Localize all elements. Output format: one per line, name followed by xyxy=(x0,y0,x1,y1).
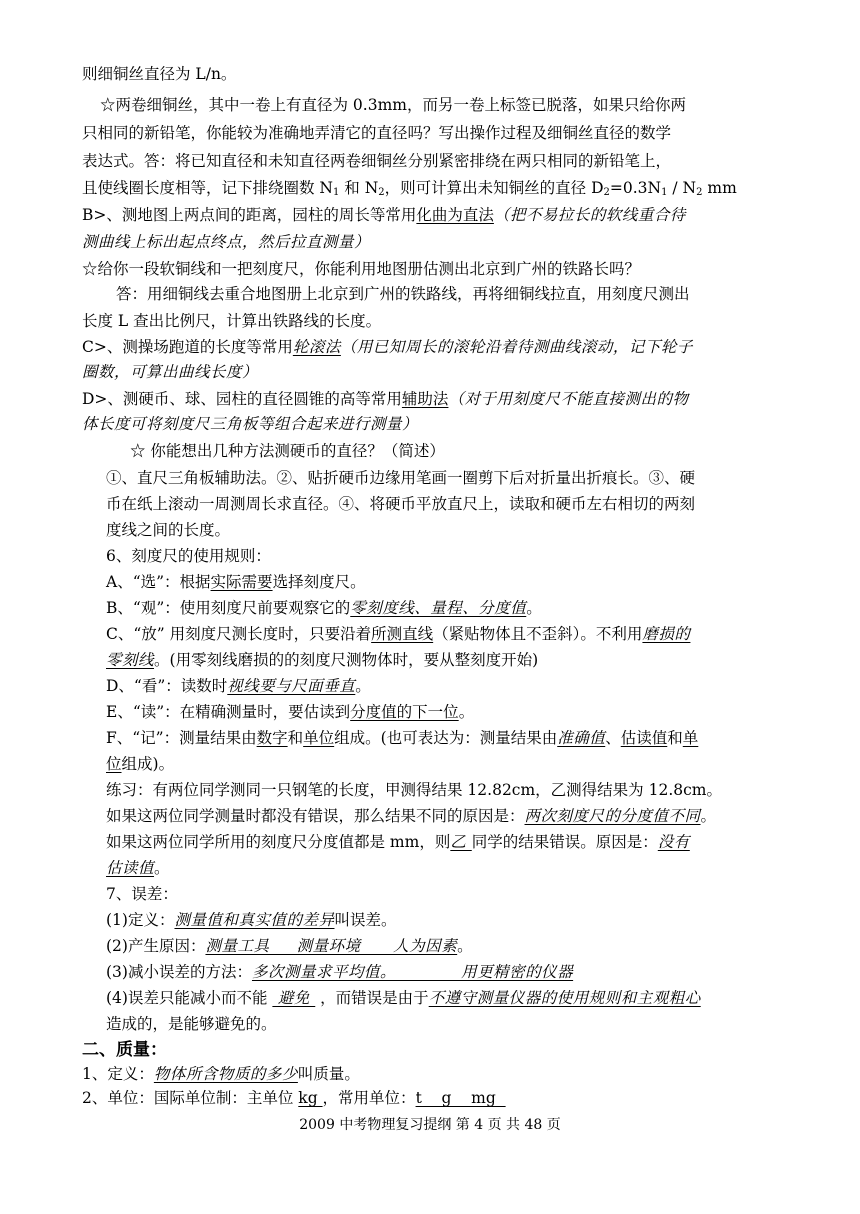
text: 如果这两位同学测量时都没有错误，那么结果不同的原因是： xyxy=(106,807,525,825)
underlined-answer: 估读值 xyxy=(106,859,155,877)
text-line xyxy=(82,151,671,172)
text: =0.3N xyxy=(609,179,662,197)
text: 选择刻度尺。 xyxy=(272,573,366,591)
underlined-term: 化曲为直法 xyxy=(416,206,494,224)
text: 和 xyxy=(287,729,304,747)
text-line xyxy=(106,468,695,489)
text: 叫质量。 xyxy=(297,1065,360,1083)
note: 体长度可将刻度尺三角板等组合起来进行测量） xyxy=(82,415,419,433)
section-title xyxy=(82,1040,167,1061)
text: 同学的结果错误。原因是： xyxy=(471,833,658,851)
subscript: 2 xyxy=(378,187,385,198)
text: ☆给你一段软铜线和一把刻度尺，你能利用地图册估测出北京到广州的铁路长吗？ xyxy=(82,260,641,278)
text: 1、定义： xyxy=(82,1065,154,1083)
text: (4)误差只能减小而不能 xyxy=(106,989,273,1007)
text: 叫误差。 xyxy=(334,911,397,929)
text: 度线之间的长度。 xyxy=(106,521,231,539)
text: 6、刻度尺的使用规则： xyxy=(106,547,271,565)
text: 且使线圈长度相等，记下排绕圈数 N xyxy=(82,179,333,197)
text: E、“读”：在精确测量时，要估读到 xyxy=(106,703,351,721)
text: 。 xyxy=(700,807,717,825)
text: ☆两卷细铜丝，其中一卷上有直径为 0.3mm，而另一卷上标签已脱落，如果只给你两 xyxy=(100,96,686,114)
text: 二、质量： xyxy=(82,1040,167,1060)
text: 只相同的新铅笔，你能较为准确地弄清它的直径吗？写出操作过程及细铜丝直径的数学 xyxy=(82,124,672,142)
text-line xyxy=(106,832,690,853)
text: 表达式。答：将已知直径和未知直径两卷细铜丝分别紧密排绕在两只相同的新铅笔上， xyxy=(82,152,672,170)
underlined-answer: t g mg xyxy=(415,1089,506,1107)
text: 。 xyxy=(526,599,542,617)
text: B、“观”：使用刻度尺前要观察它的 xyxy=(106,599,351,617)
text: 、 xyxy=(605,729,621,747)
underlined-term: 分度值的下一位 xyxy=(350,703,459,721)
text-line xyxy=(106,754,174,775)
underlined-term: 磨损的 xyxy=(642,625,691,643)
text: ，则可计算出未知铜丝的直径 D xyxy=(384,179,604,197)
text: ①、直尺三角板辅助法。②、贴折硬币边缘用笔画一圈剪下后对折量出折痕长。③、硬 xyxy=(106,469,696,487)
text: / N xyxy=(667,179,697,197)
underlined-term: 估读值 xyxy=(620,729,668,747)
text: B>、测地图上两点间的距离，园柱的周长等常用 xyxy=(82,206,417,224)
underlined-term: 轮滚法 xyxy=(292,338,341,356)
text: ，而错误是由于 xyxy=(315,989,429,1007)
underlined-answer: 两次刻度尺的分度值不同 xyxy=(524,807,701,825)
text: (2)产生原因： xyxy=(106,937,206,955)
underlined-term: 零刻线 xyxy=(106,651,155,669)
underlined-answer: 测量工具 测量环境 人为因素 xyxy=(205,937,458,955)
underlined-answer: kg xyxy=(298,1089,323,1107)
text: 造成的，是能够避免的。 xyxy=(106,1015,277,1033)
note-line xyxy=(82,362,258,383)
text-line xyxy=(106,624,690,645)
subscript: 2 xyxy=(603,187,610,198)
underlined-term: 单 xyxy=(682,729,699,747)
text-line xyxy=(106,572,366,593)
text: 组成)。 xyxy=(121,755,175,773)
text-line xyxy=(106,910,397,931)
text: 7、误差： xyxy=(106,885,178,903)
text: (1)定义： xyxy=(106,911,175,929)
note: （对于用刻度尺不能直接测出的物 xyxy=(448,390,689,408)
underlined-term: 所测直线 xyxy=(371,625,434,643)
text: 。 xyxy=(154,859,170,877)
text: 币在纸上滚动一周测周长求直径。④、将硬币平放直尺上，读取和硬币左右相切的两刻 xyxy=(106,495,696,513)
underlined-answer: 多次测量求平均值。 用更精密的仪器 xyxy=(251,963,574,981)
text: 如果这两位同学所用的刻度尺分度值都是 mm，则 xyxy=(106,833,451,851)
text: A、“选”：根据 xyxy=(106,573,211,591)
text: ，常用单位： xyxy=(322,1089,416,1107)
text-line xyxy=(82,123,671,144)
text-line xyxy=(82,64,236,85)
underlined-term: 视线要与尺面垂直 xyxy=(227,677,356,695)
text-line xyxy=(106,780,722,801)
note: 圈数，可算出曲线长度） xyxy=(82,363,259,381)
note: （把不易拉长的软线重合待 xyxy=(493,206,686,224)
text-line xyxy=(106,702,474,723)
text: 。 xyxy=(458,703,475,721)
subscript: 1 xyxy=(661,187,668,198)
underlined-term: 辅助法 xyxy=(401,390,449,408)
note-line xyxy=(82,414,418,435)
text-line xyxy=(106,936,473,957)
text-line xyxy=(100,95,686,116)
text-line xyxy=(82,259,640,280)
text: 2、单位：国际单位制：主单位 xyxy=(82,1089,299,1107)
text: D、“看”：读数时 xyxy=(106,677,228,695)
text-line xyxy=(82,1088,506,1109)
underlined-term: 单位 xyxy=(303,729,335,747)
subscript: 2 xyxy=(696,187,703,198)
text-line xyxy=(116,284,690,305)
formula-line xyxy=(82,178,737,203)
text: 则细铜丝直径为 L/n。 xyxy=(82,65,237,83)
note: 测曲线上标出起点终点，然后拉直测量） xyxy=(82,233,371,251)
underlined-term: 数字 xyxy=(256,729,288,747)
note: （用已知周长的滚轮沿着待测曲线滚动，记下轮子 xyxy=(340,338,693,356)
underlined-term: 位 xyxy=(106,755,122,773)
subscript: 1 xyxy=(333,187,340,198)
text: 。 xyxy=(355,677,371,695)
underlined-answer: 没有 xyxy=(657,833,690,851)
text-line xyxy=(106,728,698,749)
text-line xyxy=(106,650,538,671)
section-heading xyxy=(106,546,271,567)
text-line xyxy=(106,1014,277,1035)
underlined-answer: 乙 xyxy=(450,833,472,851)
underlined-answer: 不遵守测量仪器的使用规则和主观粗心 xyxy=(428,989,701,1007)
text: 和 xyxy=(667,729,683,747)
text-line xyxy=(82,337,693,358)
text: C、“放” 用刻度尺测长度时，只要沿着 xyxy=(106,625,372,643)
text-line xyxy=(82,389,688,410)
text: 。(用零刻线磨损的的刻度尺测物体时，要从整刻度开始) xyxy=(154,651,539,669)
section-heading xyxy=(106,884,178,905)
text-line xyxy=(106,962,573,983)
text: 组成。(也可表达为：测量结果由 xyxy=(334,729,558,747)
text-line xyxy=(82,205,686,226)
text-line xyxy=(106,598,542,619)
text: 和 N xyxy=(339,179,379,197)
text-line xyxy=(82,1064,360,1085)
text: 练习：有两位同学测同一只钢笔的长度，甲测得结果 12.82cm，乙测得结果为 12.8cm。 xyxy=(106,781,722,799)
text: mm xyxy=(702,179,737,197)
page-footer: 2009 中考物理复习提纲 第 4 页 共 48 页 xyxy=(299,1117,561,1133)
underlined-answer: 物体所含物质的多少 xyxy=(153,1065,298,1083)
text-line xyxy=(82,311,381,332)
underlined-term: 零刻度线、量程、分度值 xyxy=(350,599,527,617)
text: (3)减小误差的方法： xyxy=(106,963,252,981)
note-line xyxy=(82,232,370,253)
text-line xyxy=(106,858,170,879)
underlined-answer: 测量值和真实值的差异 xyxy=(174,911,335,929)
text-line xyxy=(106,806,716,827)
text: （紧贴物体且不歪斜）。不利用 xyxy=(433,625,643,643)
text-line xyxy=(106,988,701,1009)
text: 。 xyxy=(457,937,473,955)
text-line xyxy=(130,441,445,462)
text-line xyxy=(106,520,230,541)
text: C>、测操场跑道的长度等常用 xyxy=(82,338,293,356)
underlined-term: 实际需要 xyxy=(210,573,273,591)
text: F、“记”：测量结果由 xyxy=(106,729,257,747)
underlined-answer: 避免 xyxy=(272,989,316,1007)
underlined-term: 准确值 xyxy=(557,729,606,747)
text: 长度 L 查出比例尺，计算出铁路线的长度。 xyxy=(82,312,382,330)
text: 答：用细铜线去重合地图册上北京到广州的铁路线，再将细铜线拉直，用刻度尺测出 xyxy=(116,285,690,303)
text-line xyxy=(106,494,695,515)
text-line xyxy=(106,676,371,697)
text: ☆ 你能想出几种方法测硬币的直径？（简述） xyxy=(130,442,445,460)
text: D>、测硬币、球、园柱的直径圆锥的高等常用 xyxy=(82,390,402,408)
